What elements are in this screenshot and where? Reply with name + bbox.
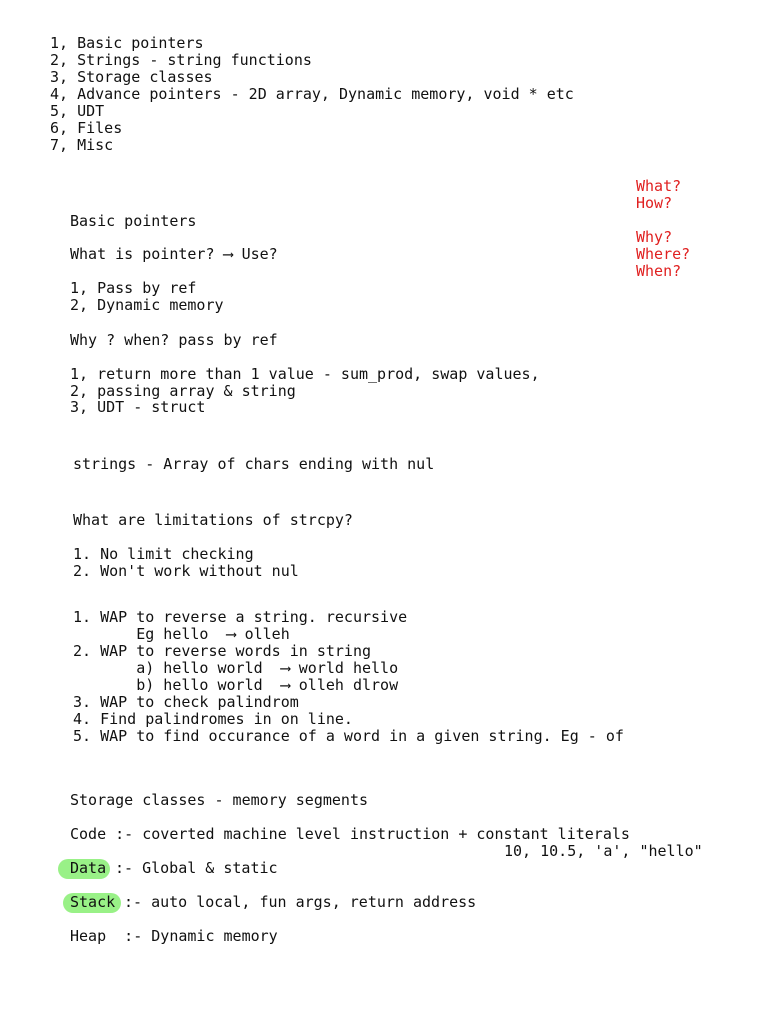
toc-item-3: 3, Storage classes [50,68,213,86]
toc-item-6: 6, Files [50,119,123,137]
pointers-why: Why ? when? pass by ref [70,331,278,349]
storage-data-word: Data [70,859,107,877]
storage-code: Code :- coverted machine level instruction + constant literals [70,825,630,843]
exercise-line-1: 1. WAP to reverse a string. recursive [73,608,408,626]
toc-item-2: 2, Strings - string functions [50,51,312,69]
pointers-reason-1: 1, return more than 1 value - sum_prod, swap values, [70,365,540,383]
toc-item-5: 5, UDT [50,102,105,120]
toc-item-7: 7, Misc [50,136,114,154]
exercise-line-8: 5. WAP to find occurance of a word in a given string. Eg - of [73,727,624,745]
pointers-heading: Basic pointers [70,212,197,230]
toc-item-4: 4, Advance pointers - 2D array, Dynamic memory, void * etc [50,85,574,103]
exercise-line-4: a) hello world ⟶ world hello [73,659,399,677]
side-question-what: What? [636,177,682,195]
exercise-line-3: 2. WAP to reverse words in string [73,642,372,660]
pointers-reason-3: 3, UDT - struct [70,398,206,416]
pointers-use-2: 2, Dynamic memory [70,296,224,314]
side-question-where: Where? [636,245,691,263]
side-question-how: How? [636,194,673,212]
exercise-line-5: b) hello world ⟶ olleh dlrow [73,676,399,694]
strings-limit-1: 1. No limit checking [73,545,254,563]
side-question-when: When? [636,262,682,280]
exercise-line-7: 4. Find palindromes in on line. [73,710,353,728]
strings-limits-question: What are limitations of strcpy? [73,511,353,529]
storage-data-desc: :- Global & static [115,859,278,877]
storage-literals: 10, 10.5, 'a', "hello" [504,842,703,860]
strings-limit-2: 2. Won't work without nul [73,562,299,580]
strings-definition: strings - Array of chars ending with nul [73,455,435,473]
pointers-question: What is pointer? ⟶ Use? [70,245,278,263]
storage-heading: Storage classes - memory segments [70,791,369,809]
storage-heap: Heap :- Dynamic memory [70,927,278,945]
storage-stack-desc: :- auto local, fun args, return address [124,893,477,911]
pointers-reason-2: 2, passing array & string [70,382,296,400]
exercise-line-2: Eg hello ⟶ olleh [73,625,290,643]
toc-item-1: 1, Basic pointers [50,34,204,52]
exercise-line-6: 3. WAP to check palindrom [73,693,299,711]
pointers-use-1: 1, Pass by ref [70,279,197,297]
storage-stack-word: Stack [70,893,116,911]
side-question-why: Why? [636,228,673,246]
